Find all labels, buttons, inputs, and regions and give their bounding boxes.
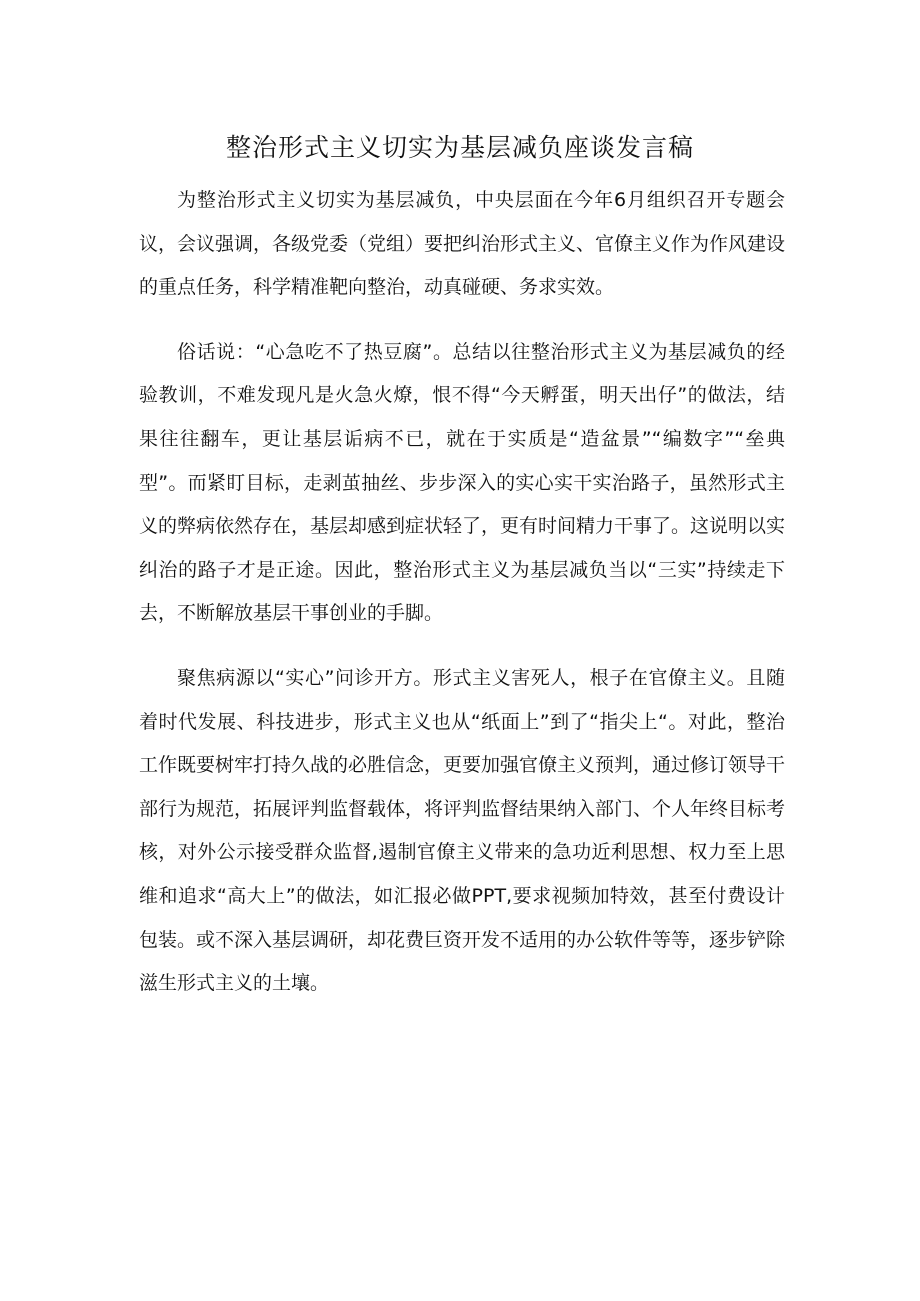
paragraph-3: 聚焦病源以“实心”问诊开方。形式主义害死人，根子在官僚主义。且随着时代发展、科技进步，形式主义也从“纸面上”到了“指尖上“。对此，整治工作既要树牢打持久战的必胜信念，更要加强官僚主义预判，通过修订领导干部行为规范，拓展评判监督载体，将评判监督结果纳入部门、个人年终目标考核，对外公示接受群众监督,遏制官僚主义带来的急功近利思想、权力至上思维和追求“高大上”的做法，如汇报必做PPT,要求视频加特效，甚至付费设计包装。或不深入基层调研，却花费巨资开发不适用的办公软件等等，逐步铲除滋生形式主义的土壤。 bbox=[139, 666, 786, 995]
document-body bbox=[139, 179, 785, 1006]
paragraph-2: 俗话说：“心急吃不了热豆腐”。总结以往整治形式主义为基层减负的经验教训，不难发现凡是火急火燎，恨不得“今天孵蛋，明天出仔”的做法，结果往往翻车，更让基层诟病不已，就在于实质是“造盆景”“编数字”“垒典型”。而紧盯目标，走剥茧抽丝、步步深入的实心实干实治路子，虽然形式主义的弊病依然存在，基层却感到症状轻了，更有时间精力干事了。这说明以实纠治的路子才是正途。因此，整治形式主义为基层减负当以“三实”持续走下去，不断解放基层干事创业的手脚。 bbox=[139, 340, 786, 625]
document-title: 整治形式主义切实为基层减负座谈发言稿 bbox=[225, 133, 694, 162]
paragraph-1: 为整治形式主义切实为基层减负，中央层面在今年6月组织召开专题会议，会议强调，各级党委（党组）要把纠治形式主义、官僚主义作为作风建设的重点任务，科学精准靶向整治，动真碰硬、务求实效。 bbox=[139, 189, 786, 299]
